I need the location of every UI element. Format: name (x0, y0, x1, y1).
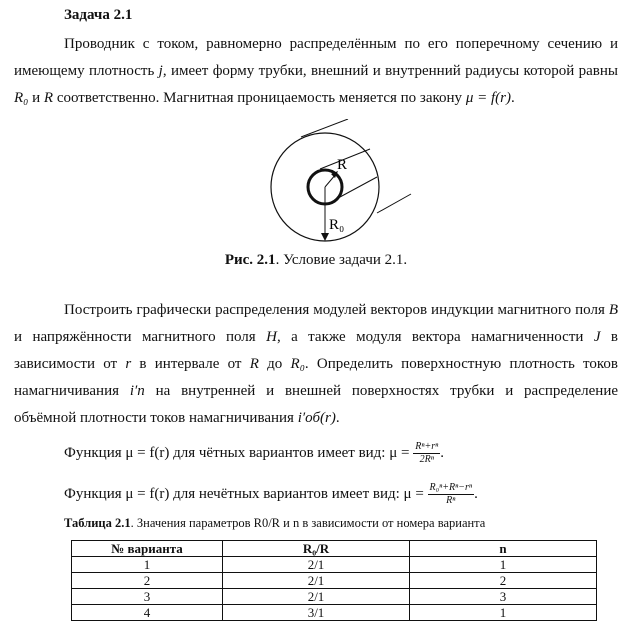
label-R0: R₀ (329, 217, 345, 233)
table-row: 2 2/1 2 (72, 573, 597, 589)
task-title: Задача 2.1 (64, 7, 133, 23)
odd-fraction: $\frac{\text{R₀ⁿ+Rⁿ−rⁿ}}{\text{Rⁿ}}$ (429, 482, 473, 506)
header-ratio: R₀/R (223, 541, 410, 557)
table-row: 1 2/1 1 (72, 557, 597, 573)
table-row: 4 3/1 1 (72, 605, 597, 621)
tube-figure (265, 119, 415, 249)
label-R: R (337, 157, 348, 173)
header-n: n (410, 541, 597, 557)
header-variant: № варианта (72, 541, 223, 557)
variants-table (71, 540, 597, 621)
even-function: Функция μ = f(r) для чётных вариантов имеет вид: μ = $\frac{\text{Rⁿ+rⁿ}}{\text{2Rⁿ}}$ . (64, 441, 445, 465)
table-caption: Таблица 2.1. Значения параметров R0/R и n в зависимости от номера варианта (64, 516, 486, 530)
even-fraction: $\frac{\text{Rⁿ+rⁿ}}{\text{2Rⁿ}}$ (415, 441, 439, 465)
figure-caption: Рис. 2.1. Условие задачи 2.1. (224, 252, 408, 268)
task-description: Построить графически распределения модулей векторов индукции магнитного поля B и напряжённости магнитного поля H, а также модуля вектора намагниченности J в зависимости от r в интервале от R до R₀. Определить поверхностную плотность токов намагничивания i′п на внутренней и внешней поверхностях трубки и распределение объёмной плотности токов намагничивания i′об(r). (14, 302, 619, 426)
table-header-row (72, 541, 597, 557)
problem-statement: Проводник с током, равномерно распределённым по его поперечному сечению и имеющему плотность j, имеет форму трубки, внешний и внутренний радиусы которой равны R₀ и R соответственно. Магнитная проницаемость меняется по закону μ = f(r). (14, 36, 618, 106)
table-row: 3 2/1 3 (72, 589, 597, 605)
odd-function: Функция μ = f(r) для нечётных вариантов имеет вид: μ = $\frac{\text{R₀ⁿ+Rⁿ−rⁿ}}{\text{Rⁿ}}$ . (64, 482, 478, 506)
